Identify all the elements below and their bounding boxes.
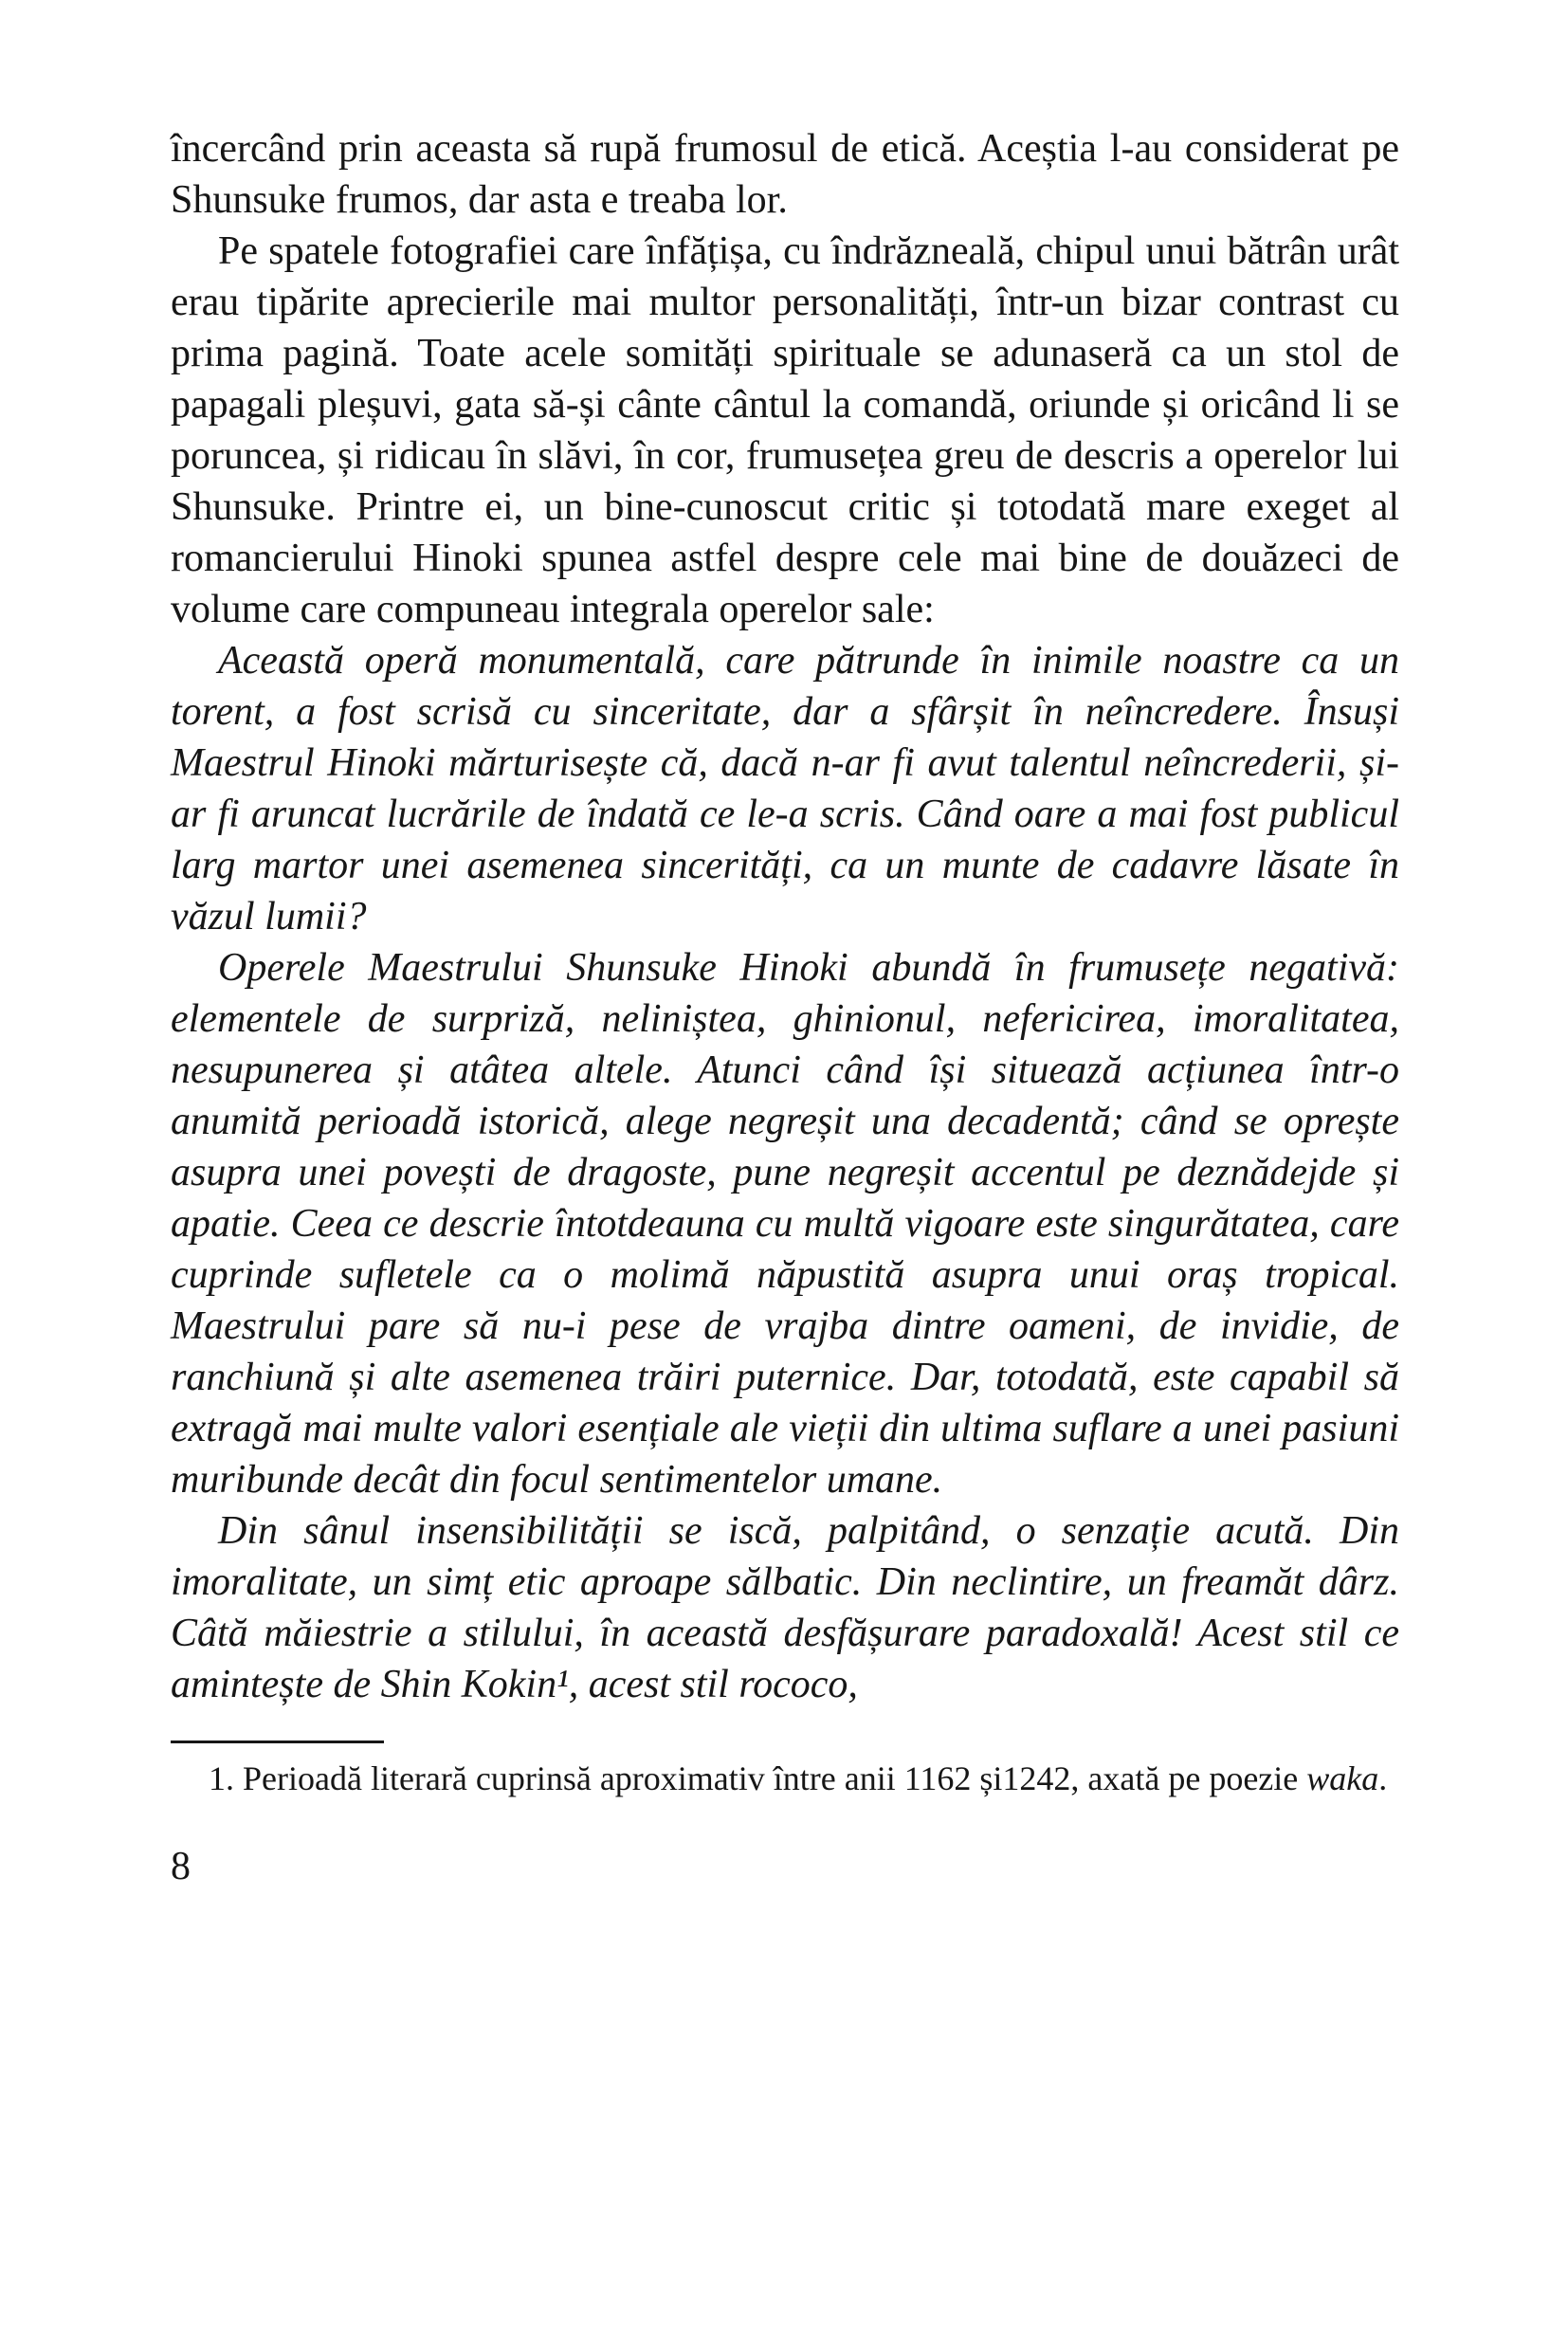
paragraph-continuation: încercând prin aceasta să rupă frumosul de etică. Aceștia l-au considerat pe Shunsuke frumos, dar asta e treaba lor. (171, 127, 1399, 222)
paragraph-quote: Această operă monumentală, care pătrunde în inimile noastre ca un torent, a fost scrisă cu sinceritate, dar a sfârșit în neîncredere. Însuși Maestrul Hinoki mărturisește că, dacă n-ar fi avut talentul neîncrederii, și-ar fi aruncat lucrările de îndată ce le-a scris. Când oare a mai fost publicul larg martor unei asemenea sincerități, ca un munte de cadavre lăsate în văzul lumii? (171, 639, 1399, 939)
page-number: 8 (171, 1845, 191, 1888)
footnote-text: 1. Perioadă literară cuprinsă aproximativ între anii 1162 și1242, axată pe poezie (209, 1759, 1307, 1797)
footnote (171, 1757, 1399, 1801)
paragraph-quote: Din sânul insensibilității se iscă, palpitând, o senzație acută. Din imoralitate, un simț etic aproape sălbatic. Din neclintire, un freamăt dârz. Câtă măiestrie a stilului, în această desfășurare paradoxală! Acest stil ce amintește de Shin Kokin¹, acest stil rococo, (171, 1509, 1399, 1706)
footnote-text-end: . (1378, 1759, 1388, 1797)
paragraph-quote: Operele Maestrului Shunsuke Hinoki abundă în frumusețe negativă: elementele de surpriză, neliniștea, ghinionul, nefericirea, imoralitatea, nesupunerea și atâtea altele. Atunci când își situează acțiunea într-o anumită perioadă istorică, alege negreșit una decadentă; când se oprește asupra unei povești de dragoste, pune negreșit accentul pe deznădejde și apatie. Ceea ce descrie întotdeauna cu multă vigoare este singurătatea, care cuprinde sufletele ca o molimă năpustită asupra unui oraș tropical. Maestrului pare să nu-i pese de vrajba dintre oameni, de invidie, de ranchiună și alte asemenea trăiri puternice. Dar, totodată, este capabil să extragă mai multe valori esențiale ale vieții din ultima suflare a unei pasiuni muribunde decât din focul sentimentelor umane. (171, 946, 1399, 1502)
paragraph: Pe spatele fotografiei care înfățișa, cu îndrăzneală, chipul unui bătrân urât erau tipărite aprecierile mai multor personalități, într-un bizar contrast cu prima pagină. Toate acele somități spirituale se adunaseră ca un stol de papagali pleșuvi, gata să-și cânte cântul la comandă, oriunde și oricând li se poruncea, și ridicau în slăvi, în cor, frumusețea greu de descris a operelor lui Shunsuke. Printre ei, un bine-cunoscut critic și totodată mare exeget al romancierului Hinoki spunea astfel despre cele mai bine de douăzeci de volume care compuneau integrala operelor sale: (171, 229, 1399, 631)
text-block (171, 123, 1399, 1886)
footnote-separator (171, 1740, 384, 1743)
footnote-italic-term: waka (1306, 1759, 1379, 1797)
